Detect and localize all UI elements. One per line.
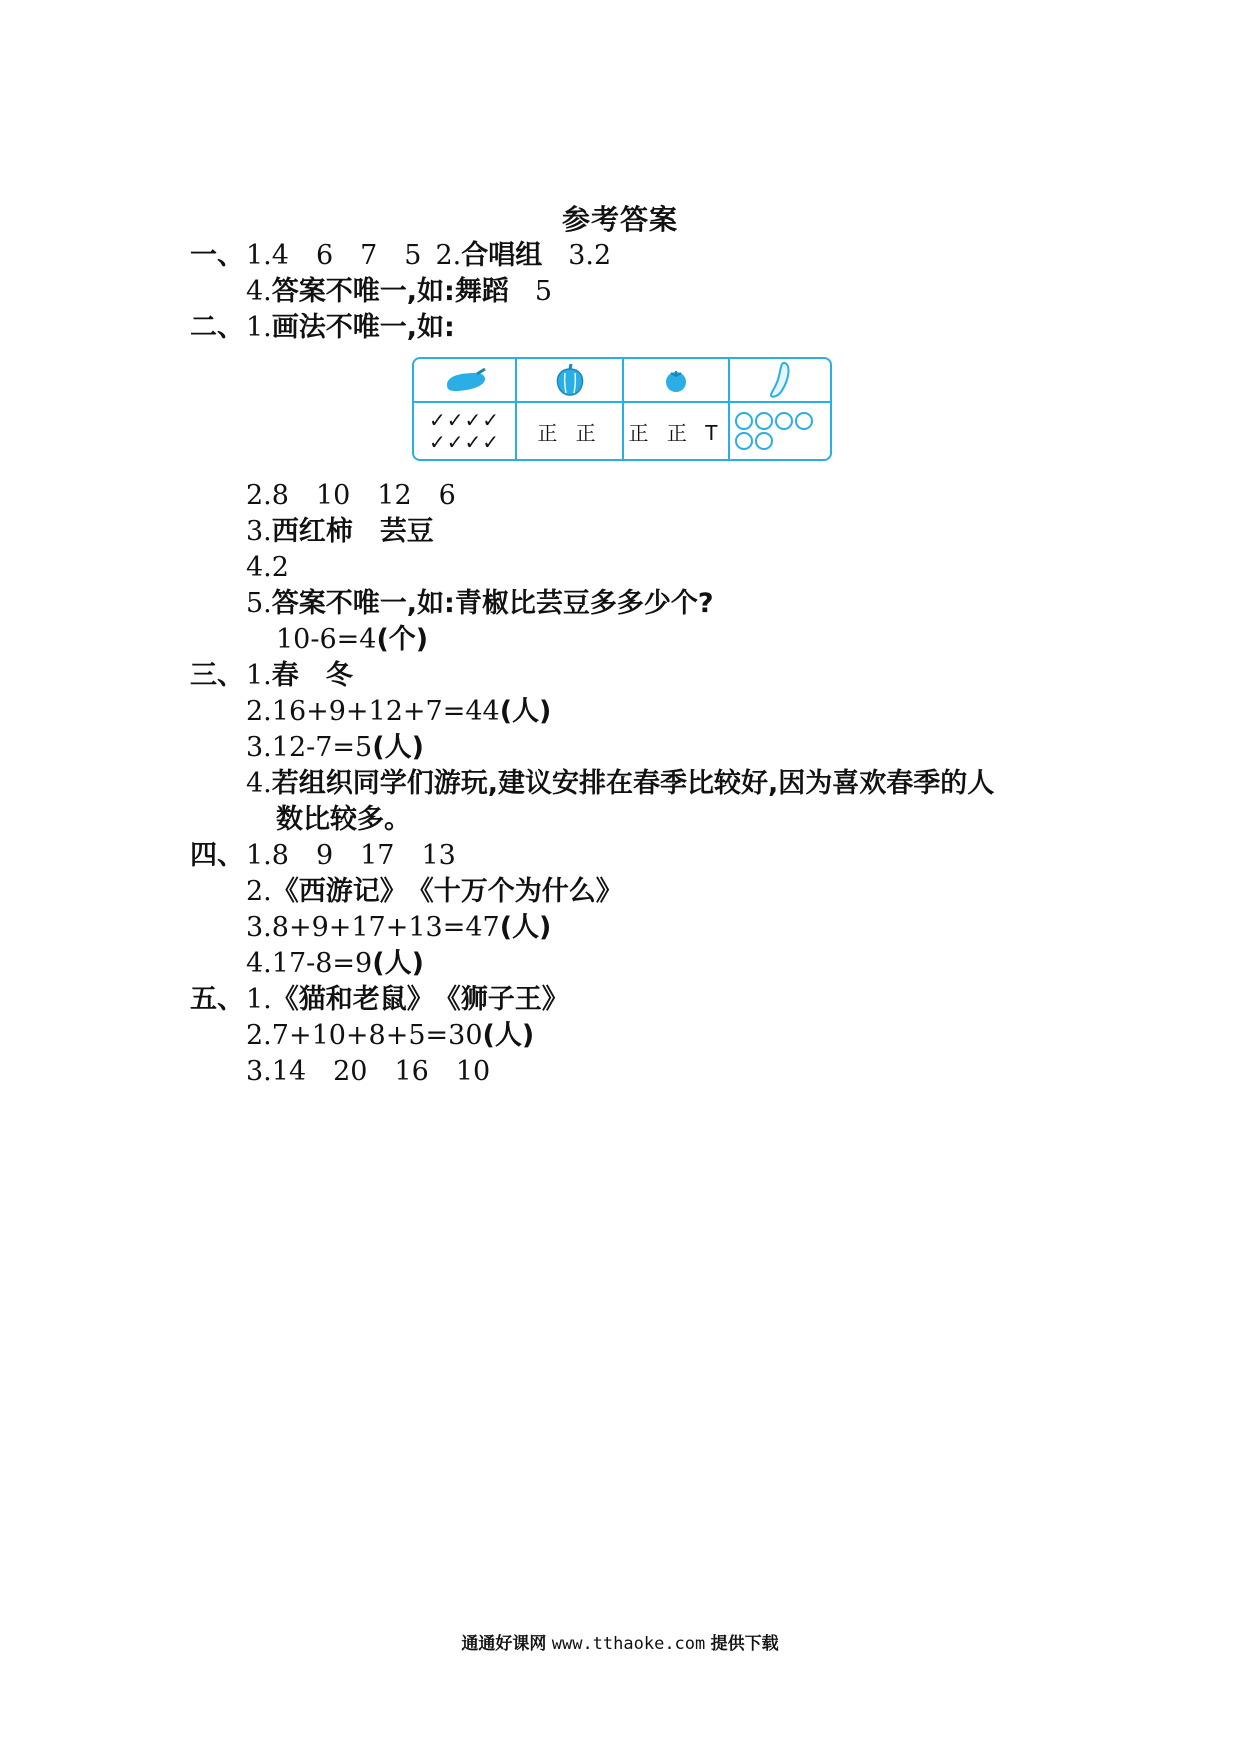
bean-tally-cell — [730, 403, 830, 459]
answer-3-line-5 — [276, 802, 411, 838]
answer-2-line-1 — [246, 310, 455, 346]
bean-icon — [730, 359, 830, 403]
answer-3-line-1 — [246, 658, 353, 694]
equation: 16+9+12+7=44 — [271, 696, 500, 727]
item-number: 3. — [246, 1056, 272, 1087]
footer-url[interactable]: www.tthaoke.com — [551, 1634, 706, 1654]
tomato-icon — [624, 359, 730, 403]
unit: (人) — [372, 732, 424, 763]
answer-2-line-5 — [246, 586, 713, 622]
item-number: 4. — [246, 552, 272, 583]
equation: 7+10+8+5=30 — [271, 1020, 483, 1051]
footer-suffix: 提供下载 — [710, 1634, 779, 1654]
check-row: ✓✓✓✓ — [428, 430, 501, 454]
item-number: 3. — [246, 912, 272, 943]
answer-4-line-2 — [246, 874, 623, 910]
pepper-icon — [517, 359, 624, 403]
tally-marks: 正 正 — [537, 420, 602, 445]
answer-1-line-2 — [246, 274, 552, 310]
answer-5-line-3 — [246, 1054, 490, 1090]
answer-4-line-3 — [246, 910, 551, 946]
answer-values: 4 6 7 5 — [271, 240, 422, 271]
item-number: 4. — [246, 276, 272, 307]
item-number: 2. — [246, 1020, 272, 1051]
item-number: 1. — [246, 312, 272, 343]
answer-4-line-1 — [246, 838, 456, 874]
unit: (人) — [372, 948, 424, 979]
section-1-label: 一、 — [190, 240, 244, 271]
item-number: 4. — [246, 768, 272, 799]
equation: 10-6=4 — [276, 624, 377, 655]
answer-text: 若组织同学们游玩,建议安排在春季比较好,因为喜欢春季的人 — [271, 768, 995, 799]
item-number: 5. — [246, 588, 272, 619]
item-number: 2. — [246, 876, 272, 907]
circle-mark — [795, 412, 813, 430]
item-number: 1. — [246, 660, 272, 691]
tomato-tally-cell — [624, 403, 730, 459]
equation: 17-8=9 — [271, 948, 373, 979]
section-4-label: 四、 — [190, 840, 244, 871]
answer-values: 8 9 17 13 — [271, 840, 456, 871]
answer-text: 春 冬 — [271, 660, 353, 691]
circle-mark — [755, 432, 773, 450]
page-title: 参考答案 — [561, 203, 678, 236]
answer-values: 5 — [534, 276, 553, 307]
item-number: 2. — [246, 696, 272, 727]
pepper-tally-cell — [517, 403, 624, 459]
circle-mark — [755, 412, 773, 430]
equation: 8+9+17+13=47 — [271, 912, 500, 943]
answer-values: 8 10 12 6 — [271, 480, 456, 511]
answer-2-line-6 — [276, 622, 428, 658]
answer-2-line-4 — [246, 550, 289, 586]
answer-1-line-1 — [246, 238, 611, 274]
check-marks — [429, 409, 500, 453]
unit: (个) — [376, 624, 429, 655]
item-number: 2. — [435, 240, 462, 271]
answer-3-line-4 — [246, 766, 994, 802]
circle-marks — [735, 412, 825, 450]
answer-values: 14 20 16 10 — [271, 1056, 491, 1087]
answer-values: 2 — [594, 240, 612, 271]
answer-values: 2 — [271, 552, 289, 583]
answer-text: 合唱组 — [461, 240, 543, 271]
item-number: 1. — [246, 240, 272, 271]
circle-mark — [735, 432, 753, 450]
answer-3-line-3 — [246, 730, 424, 766]
item-number: 3. — [246, 516, 272, 547]
unit: (人) — [482, 1020, 535, 1051]
unit: (人) — [499, 912, 552, 943]
answer-5-line-2 — [246, 1018, 534, 1054]
tally-table — [412, 357, 832, 461]
answer-5-line-1 — [246, 982, 569, 1018]
circle-mark — [735, 412, 753, 430]
item-number: 1. — [246, 984, 272, 1015]
item-number: 2. — [246, 480, 272, 511]
unit: (人) — [499, 696, 552, 727]
item-number: 4. — [246, 948, 272, 979]
footer-site-name: 通通好课网 — [461, 1634, 547, 1654]
item-number: 3. — [246, 732, 272, 763]
circle-mark — [775, 412, 793, 430]
footer — [0, 1629, 1240, 1654]
eggplant-tally-cell — [414, 403, 517, 459]
answer-text: 画法不唯一,如: — [271, 312, 455, 343]
answer-3-line-2 — [246, 694, 551, 730]
answer-text: 《猫和老鼠》 《狮子王》 — [271, 984, 569, 1015]
answer-2-line-3 — [246, 514, 434, 550]
item-number: 1. — [246, 840, 272, 871]
tally-marks: 正 正 T — [628, 420, 724, 445]
answer-text: 答案不唯一,如:青椒比芸豆多多少个? — [271, 588, 714, 619]
item-number: 3. — [568, 240, 595, 271]
equation: 12-7=5 — [271, 732, 373, 763]
section-2-label: 二、 — [190, 312, 244, 343]
answer-text: 《西游记》 《十万个为什么》 — [271, 876, 623, 907]
section-5-label: 五、 — [190, 984, 244, 1015]
answer-text: 西红柿 芸豆 — [271, 516, 434, 547]
answer-text: 数比较多。 — [276, 804, 411, 835]
answer-4-line-4 — [246, 946, 424, 982]
answer-text: 答案不唯一,如:舞蹈 — [271, 276, 509, 307]
section-3-label: 三、 — [190, 660, 244, 691]
eggplant-icon — [414, 359, 517, 403]
check-row: ✓✓✓✓ — [428, 408, 501, 432]
answer-2-line-2 — [246, 478, 456, 514]
